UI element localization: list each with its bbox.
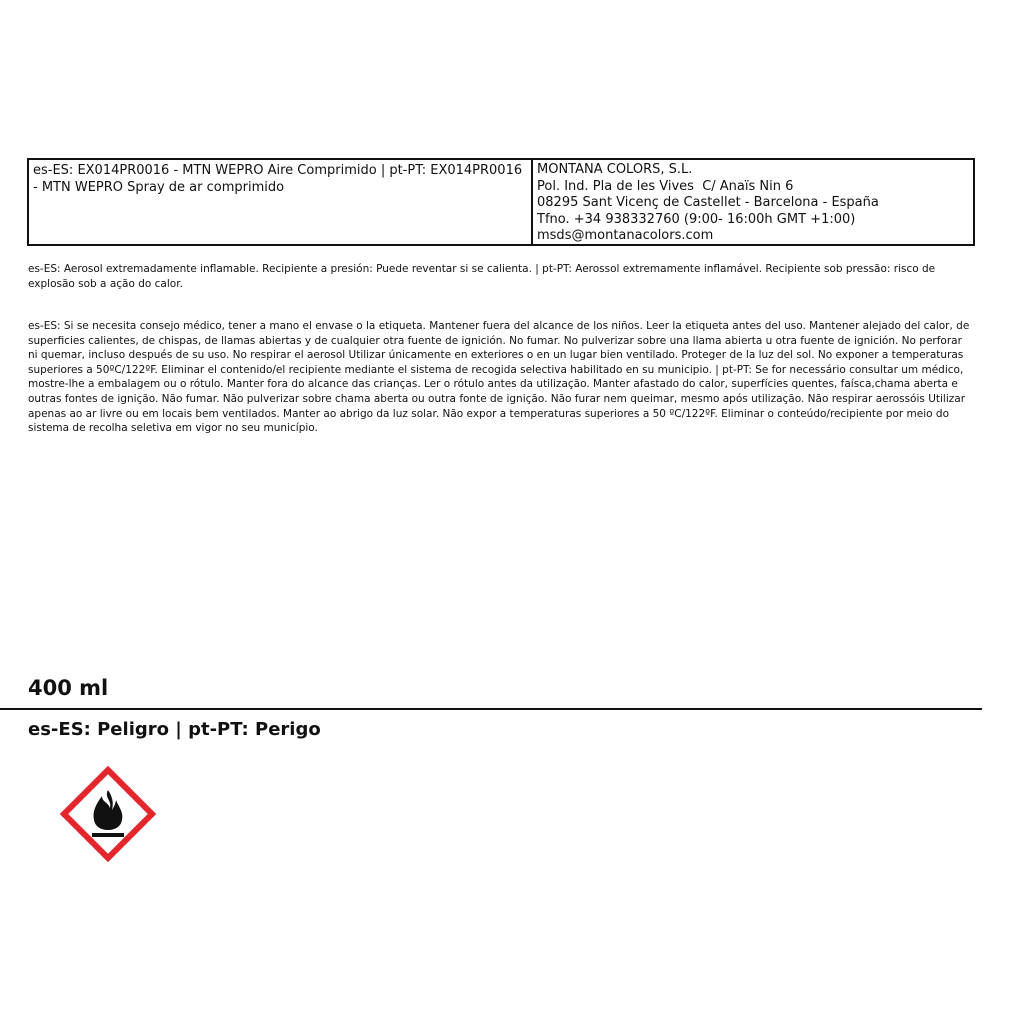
flame-icon — [60, 766, 156, 862]
supplier-address-line2: 08295 Sant Vicenç de Castellet - Barcelona - España — [537, 195, 879, 211]
divider — [0, 708, 982, 710]
supplier-info — [533, 160, 973, 244]
supplier-phone: Tfno. +34 938332760 (9:00- 16:00h GMT +1:00) — [537, 211, 856, 227]
flame-base-bar — [92, 833, 124, 837]
product-identifier: es-ES: EX014PR0016 - MTN WEPRO Aire Comprimido | pt-PT: EX014PR0016 - MTN WEPRO Spray de ar comprimido — [29, 160, 533, 244]
volume-label: 400 ml — [28, 676, 109, 700]
supplier-name: MONTANA COLORS, S.L. — [537, 162, 693, 177]
supplier-address-line1: Pol. Ind. Pla de les Vives C/ Anaïs Nin 6 — [537, 178, 794, 194]
precautionary-statements: es-ES: Si se necesita consejo médico, tener a mano el envase o la etiqueta. Mantener fuera del alcance de los niños. Leer la etiqueta antes del uso. Mantener alejado del calor, de superficies calientes, de chispas, de llamas abiertas y de cualquier otra fuente de ignición. No fumar. No pulverizar sobre una llama abierta u otra fuente de ignición. No perforar ni quemar, incluso después de su uso. No respirar el aerosol Utilizar únicamente en exteriores o en un lugar bien ventilado. Proteger de la luz del sol. No exponer a temperaturas superiores a 50ºC/122ºF. Eliminar el contenido/el recipiente mediante el sistema de recogida selectiva habilitado en su municipio. | pt-PT: Se for necessário consultar um médico, mostre-lhe a embalagem ou o rótulo. Manter fora do alcance das crianças. Ler o rótulo antes da utilização. Manter afastado do calor, superfícies quentes, faísca,chama aberta e outras fontes de ignição. Não fumar. Não pulverizar sobre chama aberta ou outra fonte de ignição. Não furar nem queimar, mesmo após utilização. Não respirar aerossóis Utilizar apenas ao ar livre ou em locais bem ventilados. Manter ao abrigo da luz solar. Não expor a temperaturas superiores a 50 ºC/122ºF. Eliminar o conteúdo/recipiente por meio do sistema de recolha seletiva em vigor no seu município. — [28, 320, 970, 435]
ghs-flammable-pictogram — [60, 766, 156, 862]
label-header-table — [27, 158, 975, 246]
signal-word: es-ES: Peligro | pt-PT: Perigo — [28, 719, 321, 740]
supplier-email: msds@montanacolors.com — [537, 228, 714, 244]
hazard-statements: es-ES: Aerosol extremadamente inflamable. Recipiente a presión: Puede reventar si se calienta. | pt-PT: Aerossol extremamente inflamável. Recipiente sob pressão: risco de explosão sob a ação do calor. — [28, 263, 936, 290]
